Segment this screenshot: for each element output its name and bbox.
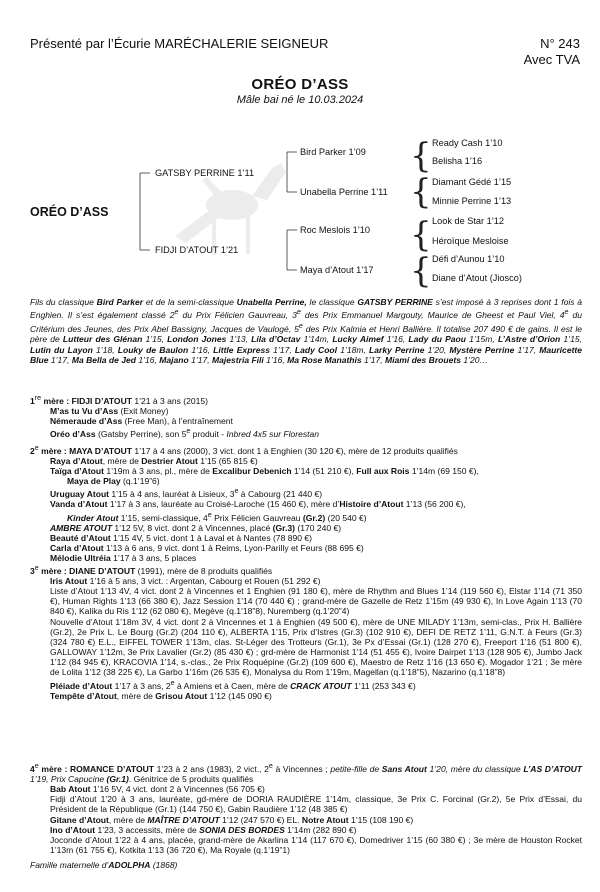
second-dam-produce: Kinder Atout 1’15, semi-classique, 4e Prix Félicien Gauvreau (Gr.2) (20 540 €) <box>67 510 367 523</box>
pedigree-ssd: Belisha 1’16 <box>432 156 483 166</box>
second-dam-produce: Taïga d’Atout 1’19m à 3 ans, pl., mère de Excalibur Debenich 1’14 (51 210 €), Full aux Rois 1’14m (69 150 €), <box>50 466 479 477</box>
svg-text:{: { <box>410 251 432 291</box>
second-dam-produce: Carla d’Atout 1’13 à 6 ans, 9 vict. dont 1 à Reims, Lyon-Parilly et Feurs (88 695 €) <box>50 542 364 553</box>
second-dam-produce: Maya de Play (q.1’19”6) <box>67 476 160 487</box>
pedigree-sdd: Minnie Perrine 1’13 <box>432 196 512 206</box>
third-dam-produce: Liste d’Atout 1’13 4V, 4 vict. dont 2 à Vincennes et 1 Enghien (91 180 €), mère de Rhythm and Blues 1’14 (119 560 €), Elstar 1’14 (71 350 €), Human Rights 1’13 (66 380 €), Jazz Session 1’14 (70 440 €) ; grand-mère de Gazelle de Retz 1’15m (49 930 €), In Love Again 1’13 (70 840 €), Kalika du Ris 1’12 (62 080 €), Megève (q.1’18”8), Nuremberg (q.1’20”4) <box>50 586 582 617</box>
first-dam-heading: 1re mère : FIDJI D’ATOUT 1’21 à 3 ans (2015) <box>30 394 208 406</box>
pedigree-dss: Look de Star 1’12 <box>432 216 505 226</box>
first-dam-produce: Némeraude d’Ass (Free Man), à l’entraînement <box>50 416 233 427</box>
second-dam-produce: Raya d’Atout, mère de Destrier Atout 1’15 (65 815 €) <box>50 456 258 466</box>
horse-subtitle: Mâle bai né le 10.03.2024 <box>236 94 364 106</box>
pedigree-sss: Ready Cash 1’10 <box>432 138 503 148</box>
second-dam-produce: AMBRE ATOUT 1’12 5V, 8 vict. dont 2 à Vincennes, placé (Gr.3) (170 240 €) <box>50 522 342 533</box>
fourth-dam-produce: Gitane d’Atout, mère de MAÎTRE D’ATOUT 1’12 (247 570 €) EL. Notre Atout 1’15 (108 190 €) <box>50 814 414 825</box>
first-dam-produce: M’as tu Vu d’Ass (Exit Money) <box>50 406 169 416</box>
third-dam-produce: Tempête d’Atout, mère de Grisou Atout 1’12 (145 090 €) <box>50 690 272 701</box>
pedigree-ss: Bird Parker 1’09 <box>300 147 366 157</box>
third-dam-produce: Pléiade d’Atout 1’17 à 3 ans, 2e à Amiens et à Caen, mère de CRACK ATOUT 1’11 (253 343 €) <box>50 678 416 691</box>
second-dam-produce: Vanda d’Atout 1’17 à 3 ans, lauréate au Croisé-Laroche (15 460 €), mère d’Histoire d’Atout 1’13 (56 200 €), <box>50 499 466 510</box>
fourth-dam-section <box>30 761 582 855</box>
horse-title: ORÉO D’ASS <box>251 76 349 93</box>
pedigree-sd: Unabella Perrine 1’11 <box>300 187 388 197</box>
fourth-dam-heading: 4e mère : ROMANCE D’ATOUT 1’23 à 2 ans (1983), 2 vict., 2e à Vincennes ; petite-fille de Sans Atout 1’20, mère du classique L’AS D’ATOUT 1’19, Prix Capucine (Gr.1). Génitrice de 5 produits qualifiés <box>30 762 582 784</box>
pedigree-subject: ORÉO D’ASS <box>30 205 109 219</box>
pedigree-ds: Roc Meslois 1’10 <box>300 225 370 235</box>
third-dam-produce: Iris Atout 1’16 à 5 ans, 3 vict. : Argentan, Cabourg et Rouen (51 292 €) <box>50 576 321 586</box>
pedigree-sds: Diamant Gédé 1’15 <box>432 177 512 187</box>
pedigree-dsd: Héroïque Mesloise <box>432 236 509 246</box>
third-dam-heading: 3e mère : DIANE D’ATOUT (1991), mère de 8 produits qualifiés <box>30 564 273 576</box>
pedigree-sire: GATSBY PERRINE 1’11 <box>155 168 255 178</box>
fourth-dam-produce: Ino d’Atout 1’23, 3 accessits, mère de SONIA DES BORDES 1’14m (282 890 €) <box>50 824 357 835</box>
first-dam-section <box>30 393 582 439</box>
pedigree-dam: FIDJI D’ATOUT 1’21 <box>155 245 239 255</box>
second-dam-section <box>30 443 582 563</box>
maternal-family: Famille maternelle d’ADOLPHA (1868) <box>30 860 178 870</box>
svg-text:{: { <box>410 136 432 176</box>
fourth-dam-produce: Joconde d’Atout 1’22 à 4 ans, placée, grand-mère de Akarlina 1’14 (117 670 €), Domedriver 1’15 (60 380 €) ; 3e mère de Houston Rocket 1’13m (61 755 €), Kotkita 1’13 (36 720 €), Ma Royale (q.1’19”1) <box>50 834 582 856</box>
sire-description: Fils du classique Bird Parker et de la semi-classique Unabella Perrine, le classique GATSBY PERRINE s’est imposé à 3 reprises dont 1 fois à Enghien. Il s’est également classé 2e du Prix Félicien Gauvreau, 3e des Prix Emmanuel Margouty, Maurice de Gheest et Paul Viel, 4e du Critérium des Jeunes, des Prix Abel Bassigny, Jacques de Vaulogé, 5e des Prix Kalmia et Henri Ballière. Il totalise 207 490 € de gains. Il est le père de Lutteur des Glénan 1’15, London Jones 1’13, Lila d’Octav 1’14m, Lucky Aimef 1’16, Lady du Paou 1’15m, L’Astre d’Orion 1’15, Lutin du Layon 1’18, Louky de Baulon 1’16, Little Express 1’17, Lady Cool 1’18m, Larky Perrine 1’20, Mystère Perrine 1’17, Mauricette Blue 1’17, Ma Bella de Jed 1’16, Majano 1’17, Majestria Fili 1’16, Ma Rose Manathis 1’17, Miami des Brouets 1’20… <box>30 297 583 365</box>
pedigree-dds: Défi d’Aunou 1’10 <box>432 254 505 264</box>
first-dam-produce: Oréo d’Ass (Gatsby Perrine), son 5e produit - Inbred 4x5 sur Florestan <box>50 427 320 440</box>
second-dam-heading: 2e mère : MAYA D’ATOUT 1’17 à 4 ans (2000), 3 vict. dont 1 à Enghien (30 120 €), mère de 12 produits qualifiés <box>30 444 458 456</box>
vat-label: Avec TVA <box>523 52 580 67</box>
fourth-dam-produce: Fidji d’Atout 1’20 à 3 ans, lauréate, gd-mère de DORIA RAUDIÈRE 1’14m, classique, 3e Prix C. Forcinal (Gr.2), 5e Prix d’Essai, du Président de la République (Gr.1) (144 750 €), Gabin Raudière 1’12 (48 385 €) <box>50 794 582 815</box>
second-dam-produce: Uruguay Atout 1’15 à 4 ans, lauréat à Lisieux, 3e à Cabourg (21 440 €) <box>50 487 323 500</box>
third-dam-section <box>30 563 582 701</box>
pedigree-ddd: Diane d’Atout (Jiosco) <box>432 273 522 283</box>
svg-text:{: { <box>410 172 432 212</box>
second-dam-produce: Beauté d’Atout 1’15 4V, 5 vict. dont 1 à Laval et à Nantes (78 890 €) <box>50 532 312 543</box>
second-dam-produce: Mélodie Ultréia 1’17 à 3 ans, 5 places <box>50 553 197 564</box>
fourth-dam-produce: Bab Atout 1’16 5V, 4 vict. dont 2 à Vincennes (56 705 €) <box>50 784 265 795</box>
pedigree-dd: Maya d’Atout 1’17 <box>300 265 374 275</box>
presenter-line: Présenté par l’Écurie MARÉCHALERIE SEIGNEUR <box>30 36 329 51</box>
third-dam-produce: Nouvelle d’Atout 1’18m 3V, 4 vict. dont 2 à Vincennes et 1 à Enghien (49 500 €), mère de UNE MILADY 1’13m, semi-clas., Prix H. Ballière (Gr.2), 2e Prix L. Le Bourg (Gr.2) (204 110 €), ALBERTA 1’15, Prix d’Istres (Gr.3) (102 910 €), DEFI DE RETZ 1’11, G.N.T. à Feurs (Gr.3) (324 780 €) E.L., EIFFEL TOWER 1’13m, clas. St-Léger des Trotteurs (Gr.1), 3e Px d’Essai (Gr.1) (128 270 €), Freeport 1’16 (51 800 €), GALLOWAY 1’12m, 3e Prix Lavalier (Gr.2) (85 430 €) ; grd-mère de Harmonist 1’14 (51 455 €), Ivoire Dairpet 1’13 (128 905 €), Jumbo Jack 1’12 (84 945 €), KRACOVIA 1’14, s.-clas., 2e Prix Roquépine (Gr.2) (109 600 €), Maestro de Retz 1’16 (13 650 €). Mogador 1’21 ; 3e mère de Lolita 1’12 (38 225 €), La Garbo 1’16m (26 535 €), Monalysa du Rom 1’19m, Magellan (q.1’18”5), Nazarino (q.1’18”8) <box>50 616 582 678</box>
lot-number: N° 243 <box>540 36 580 51</box>
svg-text:{: { <box>410 215 432 255</box>
